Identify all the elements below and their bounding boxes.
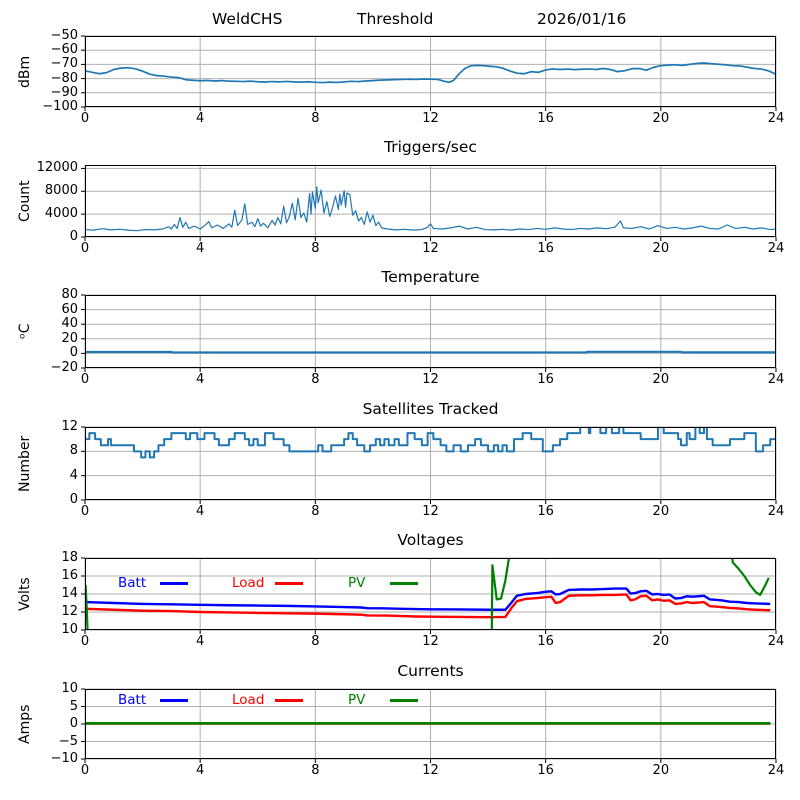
temperature-ytick: 0 — [69, 345, 78, 361]
pv-legend-line-sample — [390, 582, 418, 585]
currents-chart-canvas — [85, 689, 776, 759]
threshold-ylabel: dBm — [17, 55, 33, 88]
satellites-ytick: 0 — [69, 492, 78, 507]
threshold-xtick: 12 — [422, 111, 439, 126]
temperature-title: Temperature — [381, 268, 480, 286]
threshold-xtick: 20 — [652, 111, 670, 126]
threshold-ytick: −80 — [50, 70, 78, 86]
threshold-ytick: −70 — [50, 56, 78, 72]
threshold-xtick: 24 — [767, 111, 785, 126]
voltages-ylabel: Volts — [17, 577, 33, 611]
temperature-xtick: 24 — [767, 372, 785, 387]
voltages-legend-load: Load — [232, 575, 265, 591]
batt-legend-line-sample — [160, 699, 188, 702]
threshold-chart-canvas — [85, 36, 776, 107]
triggers-chart-canvas — [85, 165, 776, 237]
satellites-xtick: 8 — [311, 504, 320, 519]
threshold-xtick: 8 — [311, 111, 320, 126]
temperature-xtick: 0 — [80, 372, 90, 387]
voltages-xtick: 8 — [311, 634, 320, 649]
temperature-chart-canvas — [85, 295, 776, 368]
satellites-ytick: 12 — [61, 419, 78, 434]
temperature-ytick: 80 — [61, 287, 78, 302]
triggers-title: Triggers/sec — [384, 138, 477, 156]
satellites-xtick: 4 — [196, 504, 205, 519]
currents-xtick: 16 — [537, 763, 554, 778]
satellites-xtick: 20 — [652, 504, 670, 519]
voltages-xtick: 20 — [652, 634, 670, 649]
triggers-ytick: 4000 — [44, 206, 78, 222]
load-legend-line-sample — [275, 582, 303, 585]
load-volts-line — [85, 594, 770, 617]
currents-ytick: 0 — [69, 716, 78, 731]
triggers-ytick: 12000 — [36, 160, 78, 176]
pv-legend-line-sample — [390, 699, 418, 702]
currents-ytick: 5 — [69, 698, 78, 714]
satellites-title: Satellites Tracked — [362, 400, 499, 418]
batt-volts-line — [85, 589, 770, 610]
voltages-xtick: 4 — [196, 634, 205, 649]
voltages-ytick: 14 — [61, 586, 78, 601]
voltages-ytick: 10 — [61, 622, 78, 637]
currents-xtick: 8 — [311, 763, 320, 778]
temperature-ytick: 20 — [61, 330, 78, 346]
satellites-chart-canvas — [85, 427, 776, 500]
triggers-ytick: 8000 — [44, 183, 78, 199]
threshold-ytick: −50 — [50, 28, 78, 43]
currents-xtick: 0 — [80, 763, 90, 778]
header-date: 2026/01/16 — [537, 10, 627, 28]
voltages-xtick: 0 — [80, 634, 90, 649]
voltages-ytick: 16 — [61, 568, 78, 583]
satellites-ylabel: Number — [17, 435, 33, 492]
currents-xtick: 24 — [767, 763, 785, 778]
satellites-ytick: 8 — [69, 443, 78, 459]
satellites-xtick: 0 — [80, 504, 90, 519]
triggers-xtick: 12 — [422, 241, 439, 256]
satellites-xtick: 12 — [422, 504, 439, 519]
threshold-ytick: −60 — [50, 42, 78, 58]
currents-ytick: −5 — [58, 733, 78, 749]
triggers-xtick: 16 — [537, 241, 554, 256]
triggers-xtick: 8 — [311, 241, 320, 256]
temperature-c-line — [85, 352, 776, 353]
temperature-xtick: 4 — [196, 372, 205, 387]
triggers-xtick: 4 — [196, 241, 205, 256]
temperature-xtick: 16 — [537, 372, 554, 387]
satellites-xtick: 16 — [537, 504, 554, 519]
currents-ylabel: Amps — [17, 704, 33, 744]
voltages-ytick: 18 — [61, 550, 78, 565]
satellites-xtick: 24 — [767, 504, 785, 519]
currents-legend-load: Load — [232, 692, 265, 708]
threshold-xtick: 4 — [196, 111, 205, 126]
voltages-title: Voltages — [397, 531, 464, 549]
triggers-xtick: 24 — [767, 241, 785, 256]
threshold-xtick: 16 — [537, 111, 554, 126]
currents-ytick: 10 — [61, 681, 78, 696]
batt-legend-line-sample — [160, 582, 188, 585]
currents-legend-batt: Batt — [118, 692, 147, 708]
currents-legend-pv: PV — [348, 692, 366, 708]
triggers-ytick: 0 — [69, 229, 78, 244]
voltages-ytick: 12 — [61, 604, 78, 619]
triggers-xtick: 20 — [652, 241, 670, 256]
satellites-ytick: 4 — [69, 467, 78, 483]
temperature-ytick: 60 — [61, 301, 78, 317]
triggers-xtick: 0 — [80, 241, 90, 256]
currents-ytick: −10 — [50, 751, 78, 766]
header-station: WeldCHS — [212, 10, 283, 28]
load-legend-line-sample — [275, 699, 303, 702]
temperature-xtick: 20 — [652, 372, 670, 387]
currents-xtick: 20 — [652, 763, 670, 778]
voltages-chart-canvas — [85, 558, 776, 630]
currents-xtick: 12 — [422, 763, 439, 778]
voltages-xtick: 16 — [537, 634, 554, 649]
currents-title: Currents — [397, 662, 464, 680]
temperature-ytick: 40 — [61, 316, 78, 332]
threshold-xtick: 0 — [80, 111, 90, 126]
currents-xtick: 4 — [196, 763, 205, 778]
temperature-xtick: 8 — [311, 372, 320, 387]
temperature-ytick: −20 — [50, 360, 78, 375]
triggers-ylabel: Count — [17, 180, 33, 222]
voltages-legend-pv: PV — [348, 575, 366, 591]
temperature-ylabel: ᵒC — [17, 323, 33, 340]
voltages-xtick: 24 — [767, 634, 785, 649]
threshold-ytick: −90 — [50, 84, 78, 100]
voltages-legend-batt: Batt — [118, 575, 147, 591]
temperature-xtick: 12 — [422, 372, 439, 387]
header-plot-title: Threshold — [357, 10, 434, 28]
voltages-xtick: 12 — [422, 634, 439, 649]
threshold-ytick: −100 — [42, 99, 78, 114]
